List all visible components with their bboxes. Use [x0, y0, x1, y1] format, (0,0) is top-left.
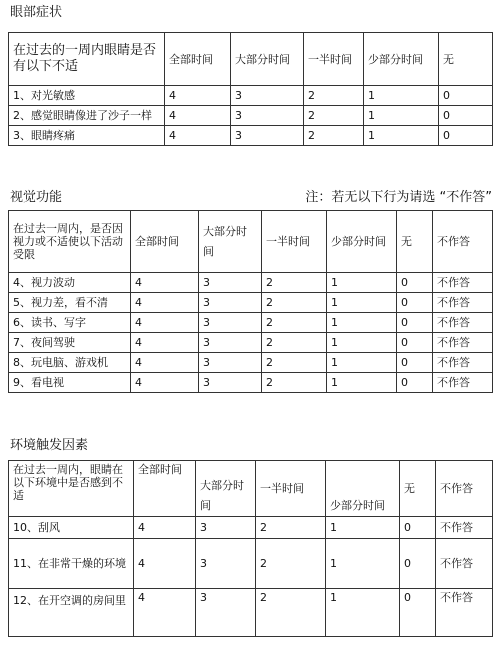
score-cell[interactable]: 1 [326, 517, 400, 539]
score-cell[interactable]: 1 [327, 313, 397, 333]
section-title-environment-triggers: 环境触发因素 [10, 438, 89, 453]
score-cell[interactable]: 2 [304, 106, 364, 126]
header-none: 无 [400, 461, 436, 517]
visual-function-table [8, 210, 493, 393]
score-cell[interactable]: 0 [400, 589, 436, 637]
score-cell[interactable]: 2 [262, 353, 327, 373]
header-some-time: 少部分时间 [326, 461, 400, 517]
score-cell[interactable]: 3 [231, 86, 304, 106]
header-none: 无 [397, 211, 433, 273]
score-cell[interactable]: 2 [256, 517, 326, 539]
row-label: 1、对光敏感 [9, 86, 165, 106]
score-cell[interactable]: 3 [199, 373, 262, 393]
score-cell[interactable]: 1 [364, 106, 439, 126]
no-answer-cell[interactable]: 不作答 [433, 313, 493, 333]
score-cell[interactable]: 3 [231, 126, 304, 146]
score-cell[interactable]: 3 [199, 353, 262, 373]
row-label: 2、感觉眼睛像进了沙子一样 [9, 106, 165, 126]
header-all-time: 全部时间 [131, 211, 199, 273]
score-cell[interactable]: 0 [397, 333, 433, 353]
header-most-time: 大部分时间 [199, 211, 262, 273]
score-cell[interactable]: 3 [196, 539, 256, 589]
no-answer-cell[interactable]: 不作答 [433, 293, 493, 313]
header-no-answer: 不作答 [433, 211, 493, 273]
score-cell[interactable]: 2 [262, 333, 327, 353]
score-cell[interactable]: 0 [397, 313, 433, 333]
score-cell[interactable]: 3 [196, 589, 256, 637]
row-label: 12、在开空调的房间里 [9, 589, 134, 637]
score-cell[interactable]: 1 [327, 373, 397, 393]
header-some-time: 少部分时间 [364, 33, 439, 86]
score-cell[interactable]: 4 [131, 353, 199, 373]
no-answer-cell[interactable]: 不作答 [436, 539, 493, 589]
score-cell[interactable]: 4 [131, 333, 199, 353]
row-label: 3、眼睛疼痛 [9, 126, 165, 146]
score-cell[interactable]: 0 [397, 353, 433, 373]
header-most-time: 大部分时间 [196, 461, 256, 517]
header-some-time: 少部分时间 [327, 211, 397, 273]
header-half-time: 一半时间 [256, 461, 326, 517]
header-half-time: 一半时间 [262, 211, 327, 273]
row-label: 8、玩电脑、游戏机 [9, 353, 131, 373]
row-label: 4、视力波动 [9, 273, 131, 293]
header-most-time: 大部分时间 [231, 33, 304, 86]
no-answer-cell[interactable]: 不作答 [436, 589, 493, 637]
score-cell[interactable]: 2 [304, 126, 364, 146]
score-cell[interactable]: 0 [439, 106, 493, 126]
no-answer-cell[interactable]: 不作答 [433, 333, 493, 353]
score-cell[interactable]: 2 [304, 86, 364, 106]
score-cell[interactable]: 4 [134, 539, 196, 589]
no-answer-cell[interactable]: 不作答 [436, 517, 493, 539]
score-cell[interactable]: 4 [165, 126, 231, 146]
header-half-time: 一半时间 [304, 33, 364, 86]
score-cell[interactable]: 4 [131, 293, 199, 313]
score-cell[interactable]: 2 [262, 273, 327, 293]
score-cell[interactable]: 1 [327, 333, 397, 353]
score-cell[interactable]: 1 [364, 126, 439, 146]
question-cell: 在过去一周内，眼睛在以下环境中是否感到不适 [9, 461, 134, 517]
score-cell[interactable]: 2 [262, 313, 327, 333]
score-cell[interactable]: 3 [199, 333, 262, 353]
question-cell: 在过去一周内，是否因视力或不适使以下活动受限 [9, 211, 131, 273]
row-label: 9、看电视 [9, 373, 131, 393]
score-cell[interactable]: 2 [262, 293, 327, 313]
score-cell[interactable]: 0 [397, 373, 433, 393]
row-label: 11、在非常干燥的环境 [9, 539, 134, 589]
no-answer-cell[interactable]: 不作答 [433, 373, 493, 393]
score-cell[interactable]: 2 [262, 373, 327, 393]
score-cell[interactable]: 0 [400, 539, 436, 589]
header-all-time: 全部时间 [165, 33, 231, 86]
section-title-visual-function: 视觉功能 [10, 190, 63, 205]
score-cell[interactable]: 1 [326, 589, 400, 637]
score-cell[interactable]: 1 [327, 293, 397, 313]
no-answer-note: 注：若无以下行为请选 “不作答” [305, 190, 492, 205]
score-cell[interactable]: 3 [199, 273, 262, 293]
score-cell[interactable]: 1 [364, 86, 439, 106]
score-cell[interactable]: 3 [196, 517, 256, 539]
score-cell[interactable]: 4 [131, 273, 199, 293]
no-answer-cell[interactable]: 不作答 [433, 273, 493, 293]
header-no-answer: 不作答 [436, 461, 493, 517]
score-cell[interactable]: 3 [231, 106, 304, 126]
score-cell[interactable]: 2 [256, 539, 326, 589]
header-none: 无 [439, 33, 493, 86]
row-label: 7、夜间驾驶 [9, 333, 131, 353]
score-cell[interactable]: 0 [397, 293, 433, 313]
score-cell[interactable]: 0 [439, 126, 493, 146]
score-cell[interactable]: 4 [131, 313, 199, 333]
score-cell[interactable]: 2 [256, 589, 326, 637]
environment-triggers-table [8, 460, 493, 637]
section-title-eye-symptoms: 眼部症状 [10, 5, 63, 20]
score-cell[interactable]: 4 [134, 589, 196, 637]
question-cell: 在过去的一周内眼睛是否有以下不适 [9, 33, 165, 86]
score-cell[interactable]: 0 [400, 517, 436, 539]
eye-symptoms-table [8, 32, 493, 146]
score-cell[interactable]: 4 [165, 86, 231, 106]
score-cell[interactable]: 4 [131, 373, 199, 393]
row-label: 10、刮风 [9, 517, 134, 539]
score-cell[interactable]: 1 [327, 273, 397, 293]
score-cell[interactable]: 1 [326, 539, 400, 589]
score-cell[interactable]: 0 [439, 86, 493, 106]
no-answer-cell[interactable]: 不作答 [433, 353, 493, 373]
row-label: 5、视力差，看不清 [9, 293, 131, 313]
score-cell[interactable]: 4 [134, 517, 196, 539]
header-all-time: 全部时间 [134, 461, 196, 517]
score-cell[interactable]: 0 [397, 273, 433, 293]
score-cell[interactable]: 3 [199, 313, 262, 333]
score-cell[interactable]: 1 [327, 353, 397, 373]
score-cell[interactable]: 3 [199, 293, 262, 313]
row-label: 6、读书、写字 [9, 313, 131, 333]
score-cell[interactable]: 4 [165, 106, 231, 126]
